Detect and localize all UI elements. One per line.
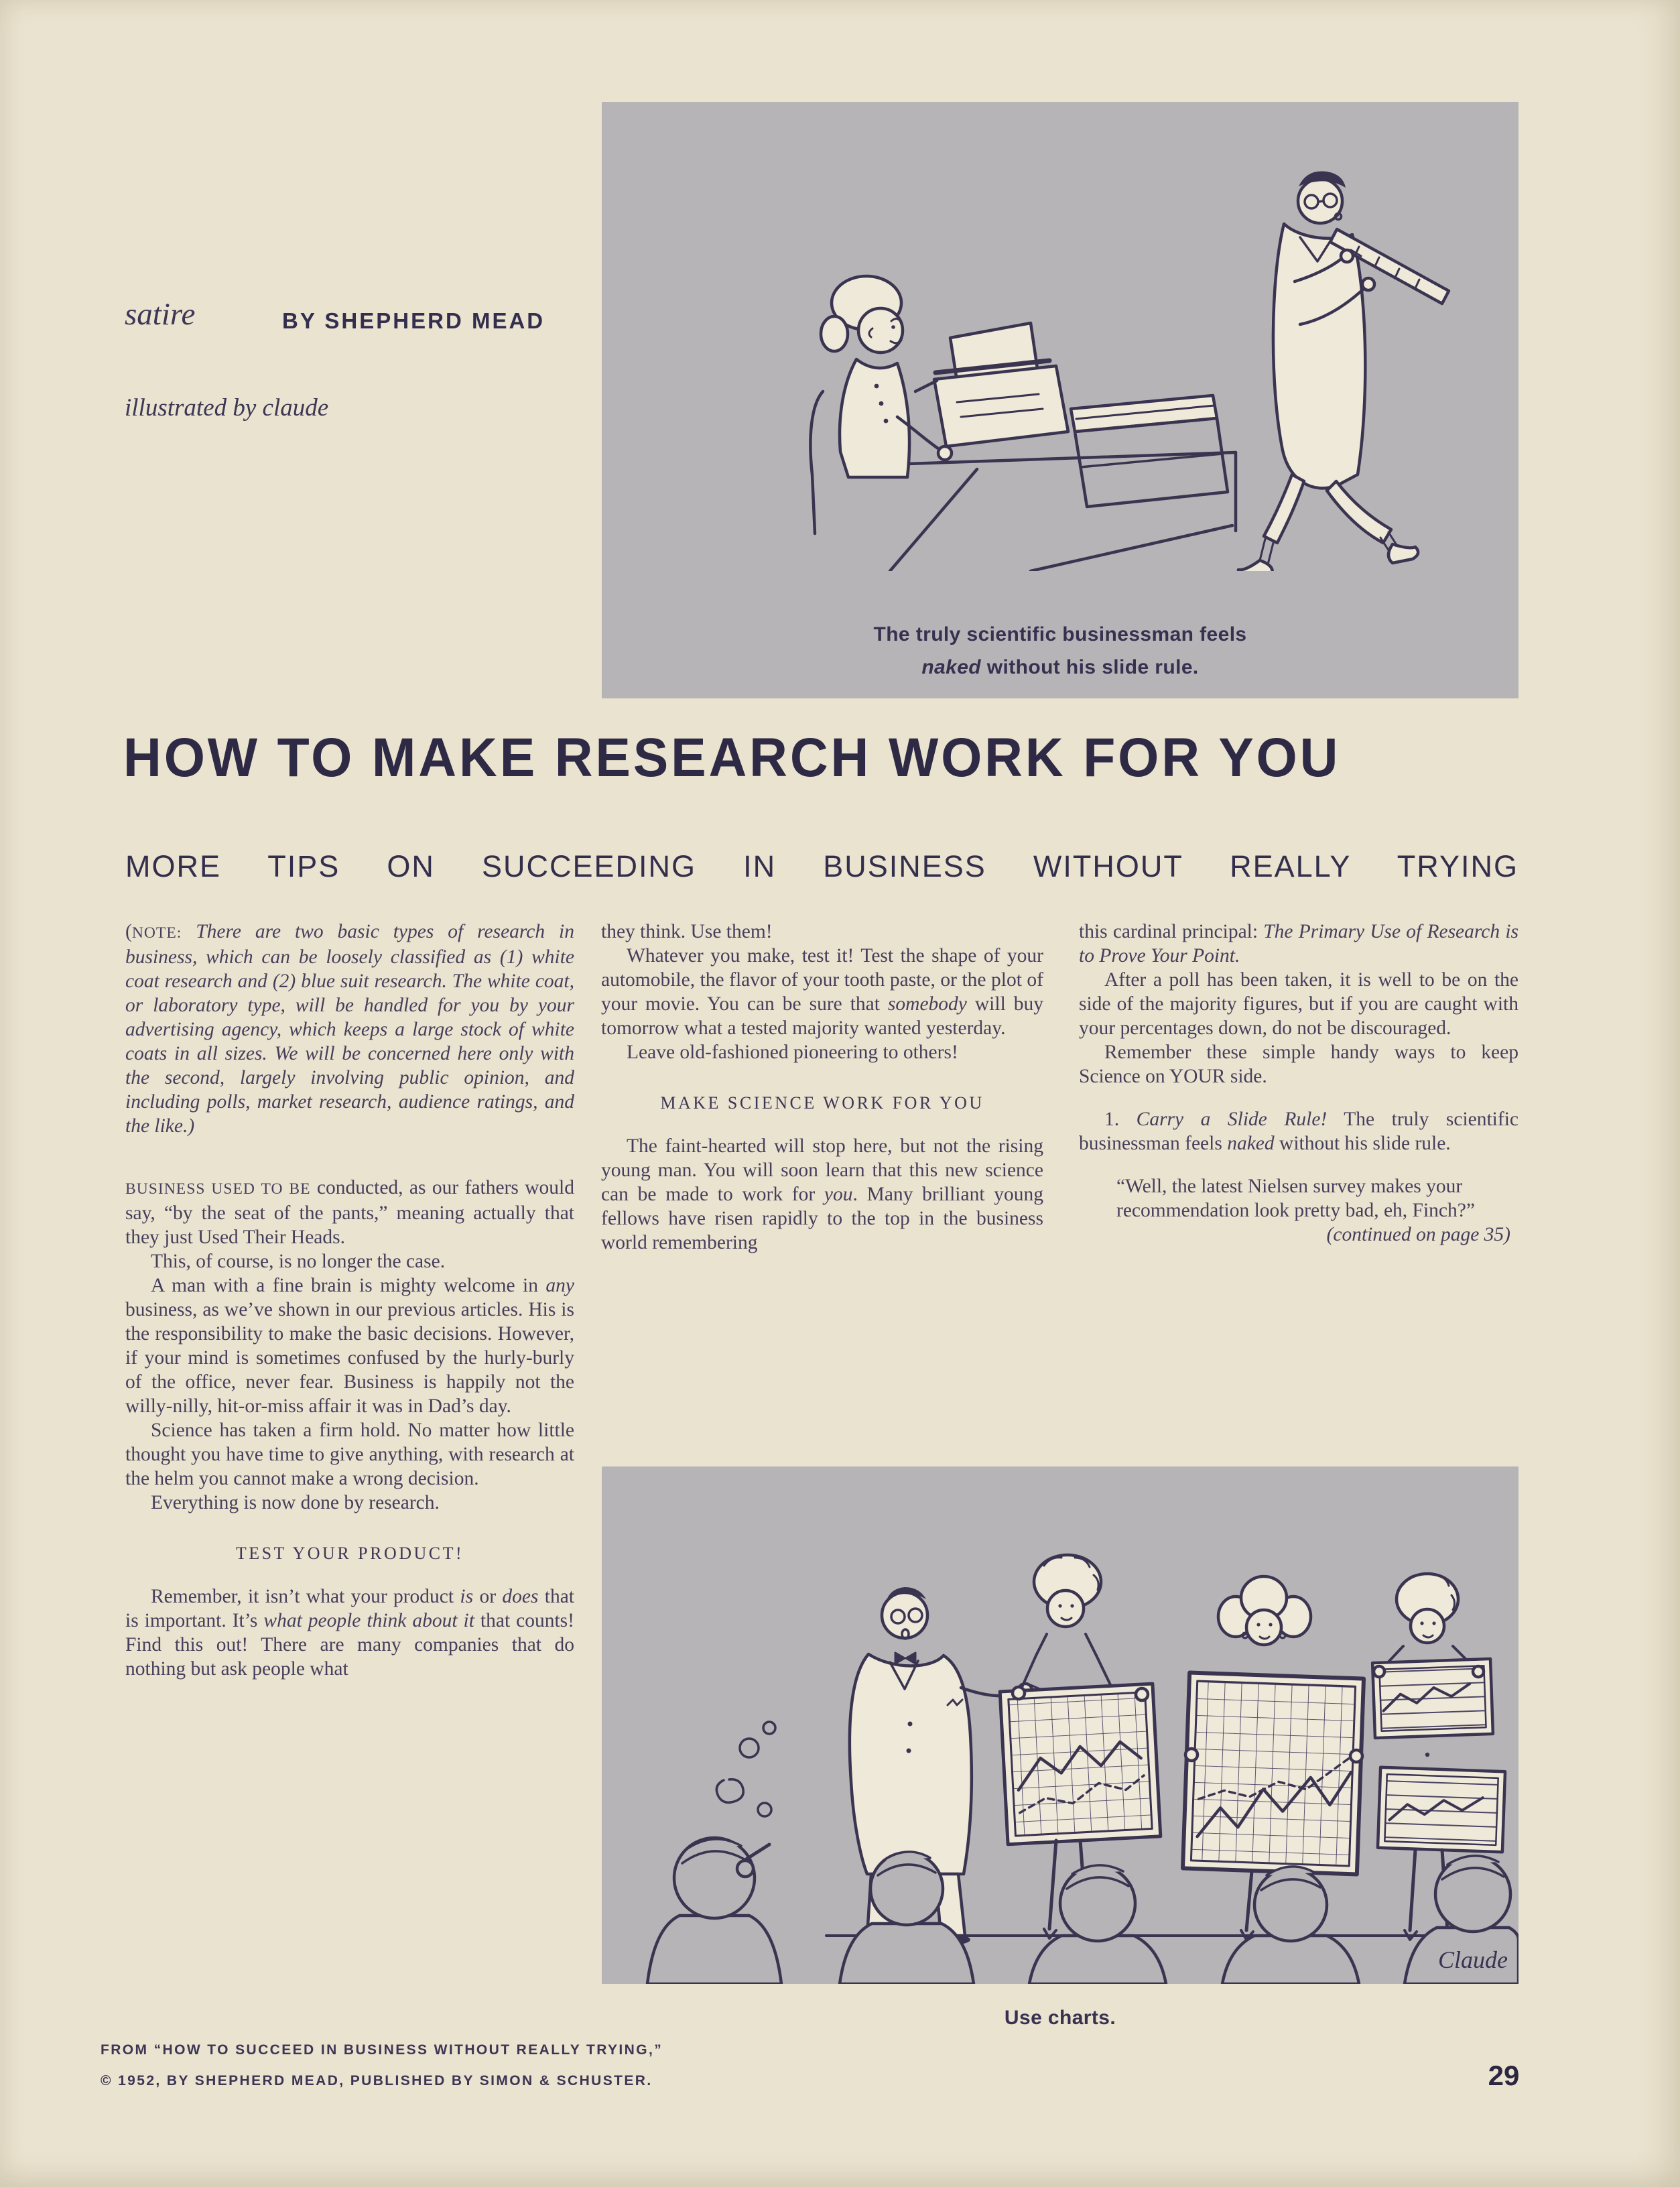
column-gap [125, 1138, 574, 1176]
top-cartoon-caption [602, 618, 1519, 684]
paragraph: Leave old-fashioned pioneering to others! [627, 1042, 958, 1063]
paragraph: This, of course, is no longer the case. [151, 1251, 446, 1272]
text-column-2 [601, 920, 1043, 1255]
page-number: 29 [1488, 2060, 1520, 2091]
paragraph: A man with a fine brain is mighty welcome in any business, as we’ve shown in our previous articles. His is the responsibility to make the basic decisions. However, if your mind is sometimes confused by the hurly-burly of the office, never fear. Business is happily not the willy-nilly, hit-or-miss affair it was in Dad’s day. [125, 1275, 574, 1417]
copyright-credit: © 1952, BY SHEPHERD MEAD, PUBLISHED BY SIMON & SCHUSTER. [101, 2073, 653, 2088]
top-cartoon-caption-line1: The truly scientific businessman feels [873, 623, 1247, 645]
column-gap [1079, 1155, 1519, 1174]
bottom-cartoon-caption: Use charts. [1004, 2007, 1116, 2029]
section-heading: MAKE SCIENCE WORK FOR YOU [660, 1093, 984, 1113]
paragraph: this cardinal principal: The Primary Use of Research is to Prove Your Point. [1079, 921, 1519, 966]
top-cartoon-caption-line2: naked without his slide rule. [921, 656, 1199, 678]
paragraph: 1. Carry a Slide Rule! The truly scientific businessman feels naked without his slide rule. [1079, 1109, 1519, 1154]
kicker-satire: satire [125, 297, 196, 332]
byline-illustrator: illustrated by claude [125, 394, 329, 422]
byline-author: BY SHEPHERD MEAD [282, 308, 545, 333]
paragraph: “Well, the latest Nielsen survey makes your recommendation look pretty bad, eh, Finch?” [1116, 1176, 1475, 1221]
paragraph: (continued on page 35) [1326, 1224, 1510, 1245]
column-gap [1079, 1088, 1519, 1107]
bottom-cartoon-illustration [602, 1466, 1519, 1984]
paragraph: The faint-hearted will stop here, but not the rising young man. You will soon learn that this new science can be made to work for you. Many brilliant young fellows have risen rapidly to the top in the business world remembering [601, 1135, 1043, 1253]
text-column-3 [1079, 920, 1519, 1247]
source-credit: FROM “HOW TO SUCCEED IN BUSINESS WITHOUT REALLY TRYING,” [101, 2042, 663, 2058]
paragraph: Remember these simple handy ways to keep Science on YOUR side. [1079, 1042, 1519, 1087]
paragraph: Everything is now done by research. [151, 1492, 440, 1513]
artist-signature: Claude [1438, 1946, 1508, 1973]
top-cartoon-panel [602, 102, 1519, 698]
article-title: HOW TO MAKE RESEARCH WORK FOR YOU [123, 727, 1341, 788]
paragraph: (NOTE: There are two basic types of research in business, which can be loosely classified as (1) white coat research and (2) blue suit research. The white coat, or laboratory type, will be handled for you by your advertising agency, which keeps a large stock of white coats in all sizes. We will be concerned here only with the second, largely involving public opinion, and including polls, market research, audience ratings, and the like.) [125, 921, 575, 1137]
paragraph: After a poll has been taken, it is well to be on the side of the majority figures, but if you are caught with your percentages down, do not be discouraged. [1079, 969, 1519, 1039]
text-column-1 [125, 920, 574, 1681]
paragraph: Remember, it isn’t what your product is or does that is important. It’s what people think about it that counts! Find this out! There are many companies that do nothing but ask people what [125, 1586, 574, 1680]
paragraph: Whatever you make, test it! Test the shape of your automobile, the flavor of your tooth paste, or the plot of your movie. You can be sure that somebody will buy tomorrow what a tested majority wanted yesterday. [601, 945, 1043, 1039]
bottom-cartoon-panel [602, 1466, 1519, 1984]
paragraph: Science has taken a firm hold. No matter how little thought you have time to give anything, with research at the helm you cannot make a wrong decision. [125, 1420, 574, 1489]
paragraph: BUSINESS USED TO BE conducted, as our fathers would say, “by the seat of the pants,” meaning actually that they just Used Their Heads. [125, 1177, 574, 1248]
paragraph: they think. Use them! [601, 921, 773, 942]
article-subtitle: MORE TIPS ON SUCCEEDING IN BUSINESS WITHOUT REALLY TRYING [125, 849, 1519, 883]
top-cartoon-illustration [602, 102, 1519, 571]
section-heading: TEST YOUR PRODUCT! [235, 1544, 464, 1563]
